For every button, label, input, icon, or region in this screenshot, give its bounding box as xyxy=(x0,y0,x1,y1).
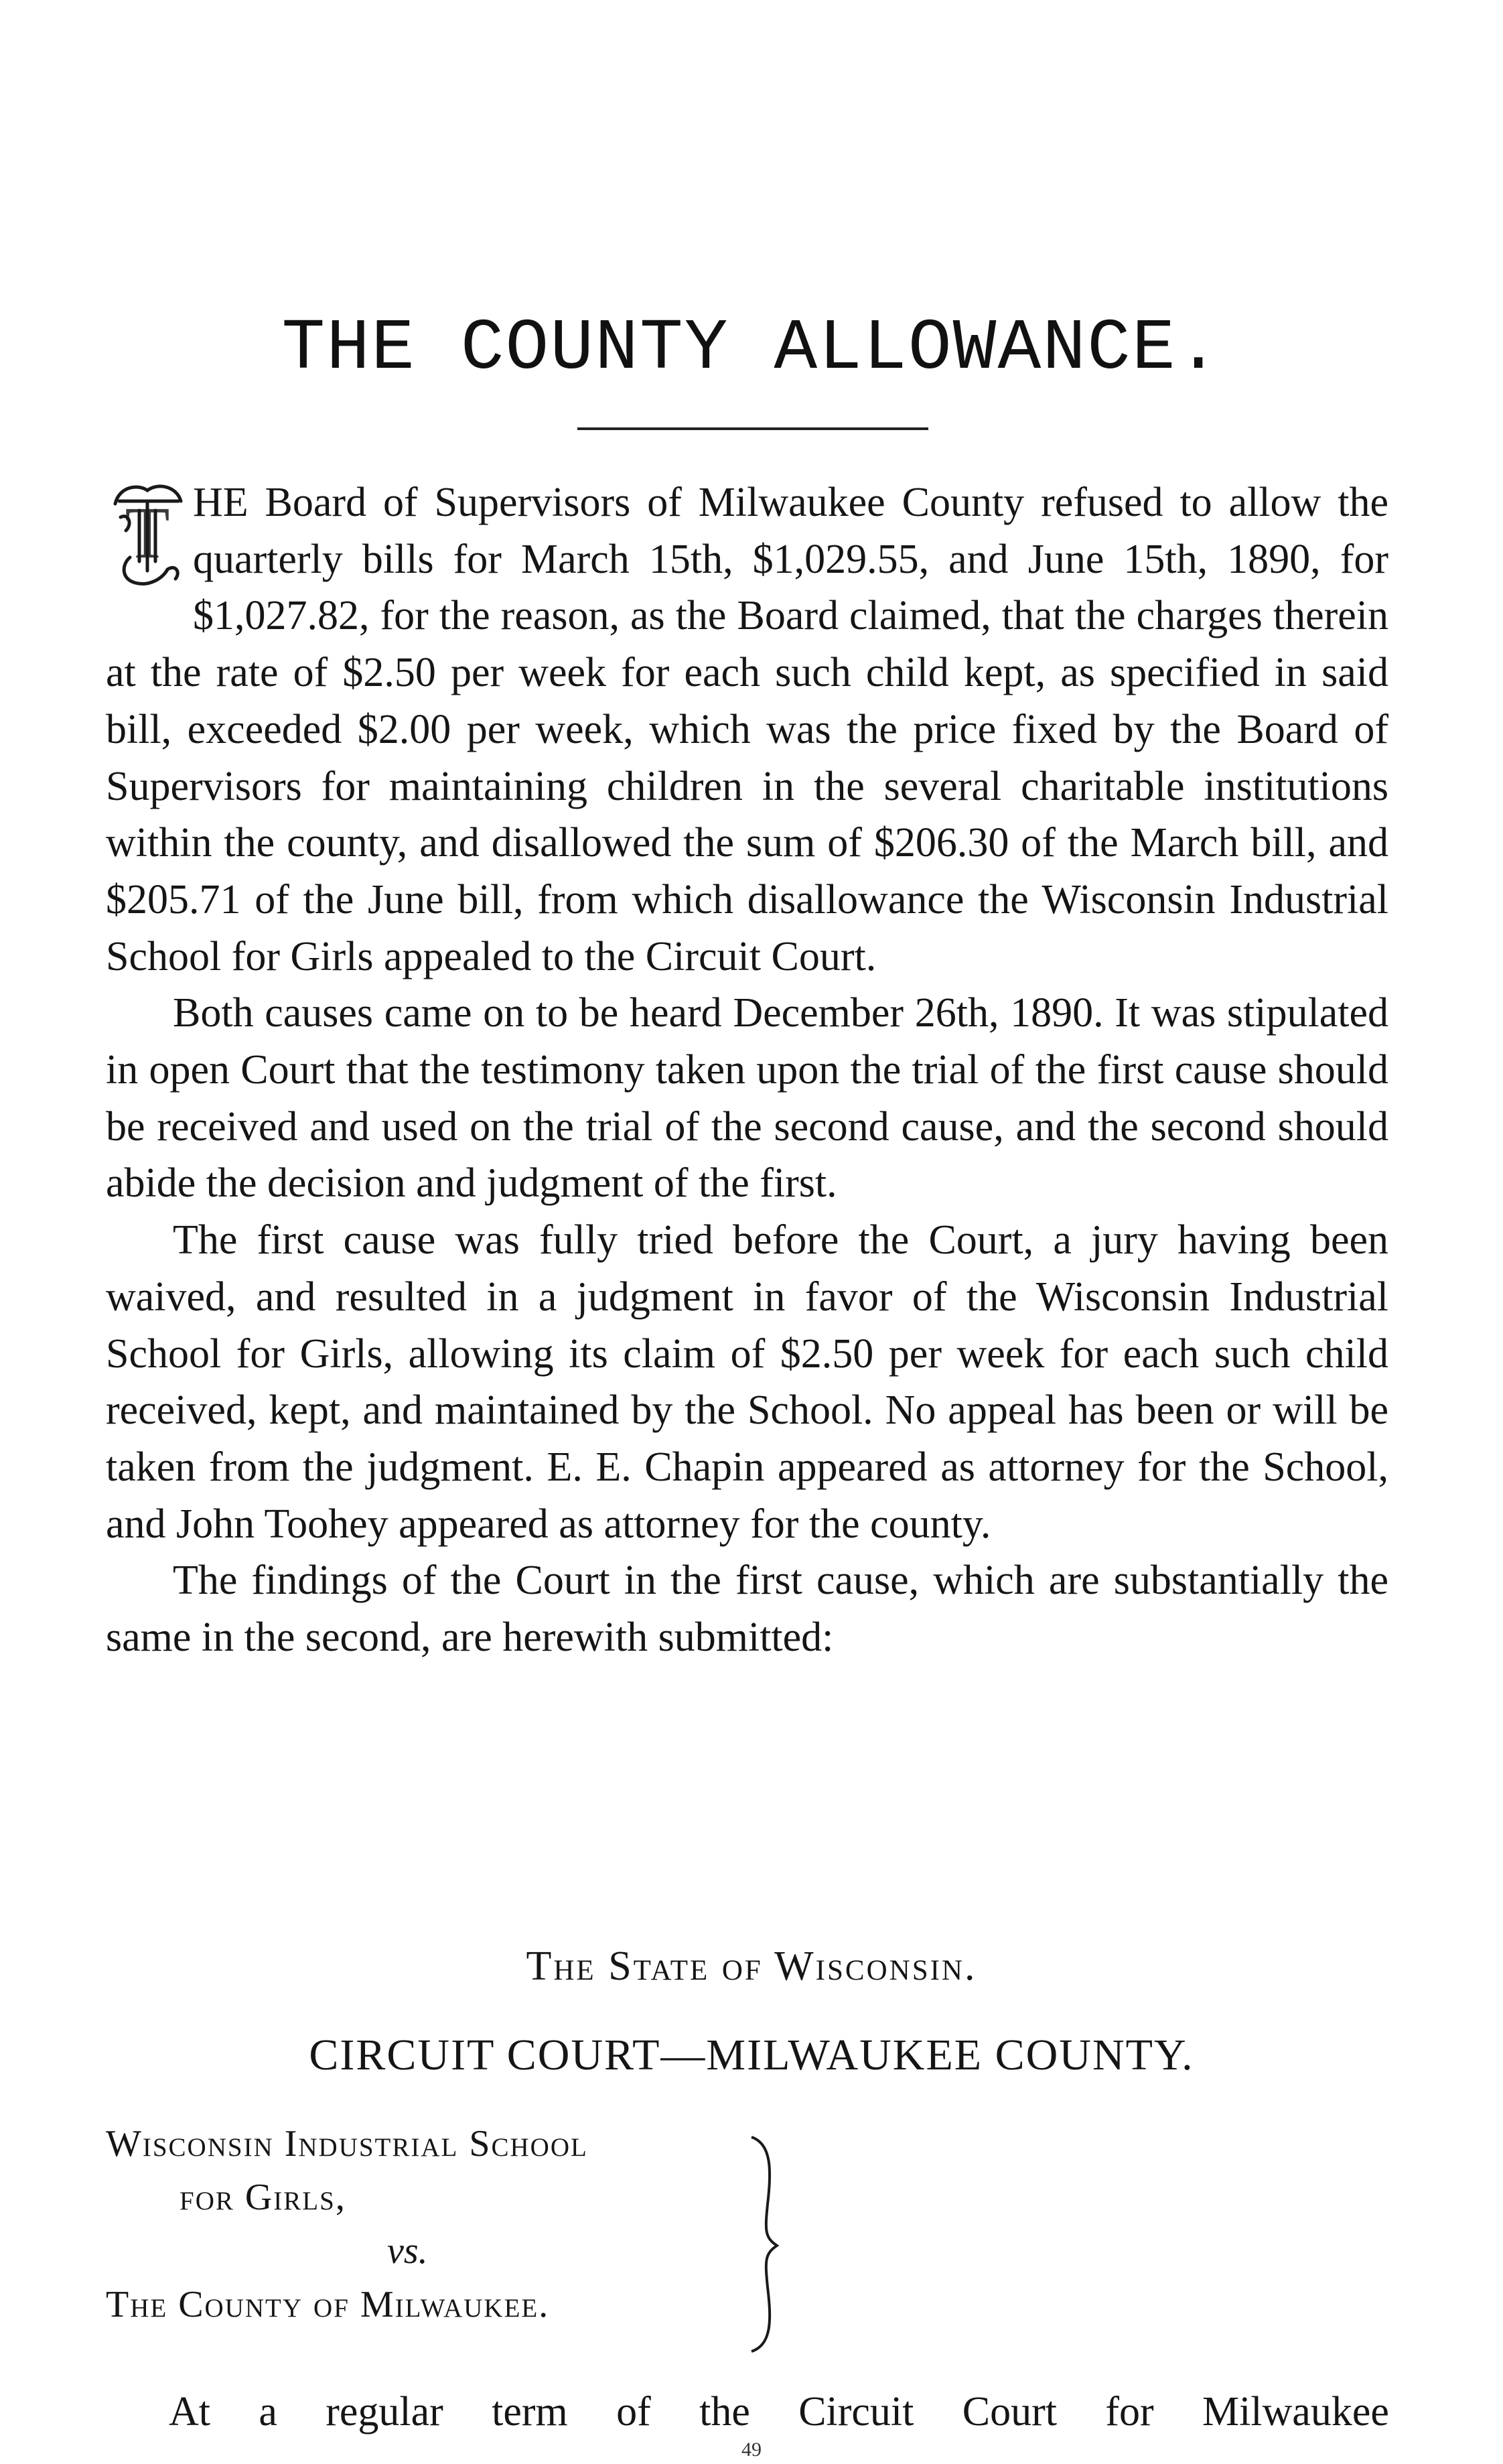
word: regular xyxy=(326,2389,443,2435)
word: for xyxy=(1105,2389,1154,2435)
word: the xyxy=(699,2389,750,2435)
paragraph-1 xyxy=(106,474,1388,985)
paragraph-4: The findings of the Court in the first cause, which are substantially the same in the second, are herewith submitted: xyxy=(106,1558,1388,1661)
defendant-line: The County of Milwaukee. xyxy=(106,2284,550,2325)
word: term xyxy=(492,2389,568,2435)
word: Milwaukee xyxy=(1202,2389,1389,2435)
page-title: THE COUNTY ALLOWANCE. xyxy=(281,308,1222,390)
svg-text:T: T xyxy=(125,492,170,573)
ornamental-dropcap-icon xyxy=(106,477,189,590)
word: of xyxy=(616,2389,651,2435)
paragraph-2: Both causes came on to be heard December 26th, 1890. It was stipulated in open Court that the testimony taken upon the trial of the first cause should be received and used on the trial of the second cause, and the second should abide the decision and judgment of the first. xyxy=(106,990,1388,1207)
page-number: 49 xyxy=(741,2439,762,2461)
case-caption xyxy=(106,2117,910,2331)
word: At xyxy=(169,2389,210,2435)
court-heading: CIRCUIT COURT—MILWAUKEE COUNTY. xyxy=(309,2031,1194,2079)
word: a xyxy=(259,2389,277,2435)
caption-brace-icon xyxy=(745,2130,785,2358)
word: Circuit xyxy=(798,2389,914,2435)
word: Court xyxy=(962,2389,1057,2435)
title-rule xyxy=(577,427,928,430)
body-text xyxy=(106,474,1388,1666)
plaintiff-line-1: Wisconsin Industrial School xyxy=(106,2123,588,2165)
continuation-line xyxy=(169,2388,1389,2436)
versus: vs. xyxy=(387,2230,428,2272)
paragraph-1-text: HE Board of Supervisors of Milwaukee County refused to allow the quarterly bills for March 15th, $1,029.55, and June 15th, 1890, for $1,027.82, for the reason, as the Board claimed, that the charges therein at the rate of $2.50 per week for each such child kept, as specified in said bill, exceeded $2.00 per week, which was the price fixed by the Board of Supervisors for maintaining children in the several charitable institutions within the county, and disallowed the sum of $206.30 of the March bill, and $205.71 of the June bill, from which disallowance the Wisconsin Industrial School for Girls appealed to the Circuit Court. xyxy=(106,480,1388,979)
paragraph-3: The first cause was fully tried before the Court, a jury having been waived, and resulted in a judgment in favor of the Wisconsin Industrial School for Girls, allowing its claim of $2.50 per week for each such child received, kept, and maintained by the School. No appeal has been or will be taken from the judgment. E. E. Chapin appeared as attorney for the School, and John Toohey appeared as attorney for the county. xyxy=(106,1217,1388,1547)
plaintiff-line-2: for Girls, xyxy=(180,2177,346,2218)
state-heading: The State of Wisconsin. xyxy=(526,1943,977,1989)
